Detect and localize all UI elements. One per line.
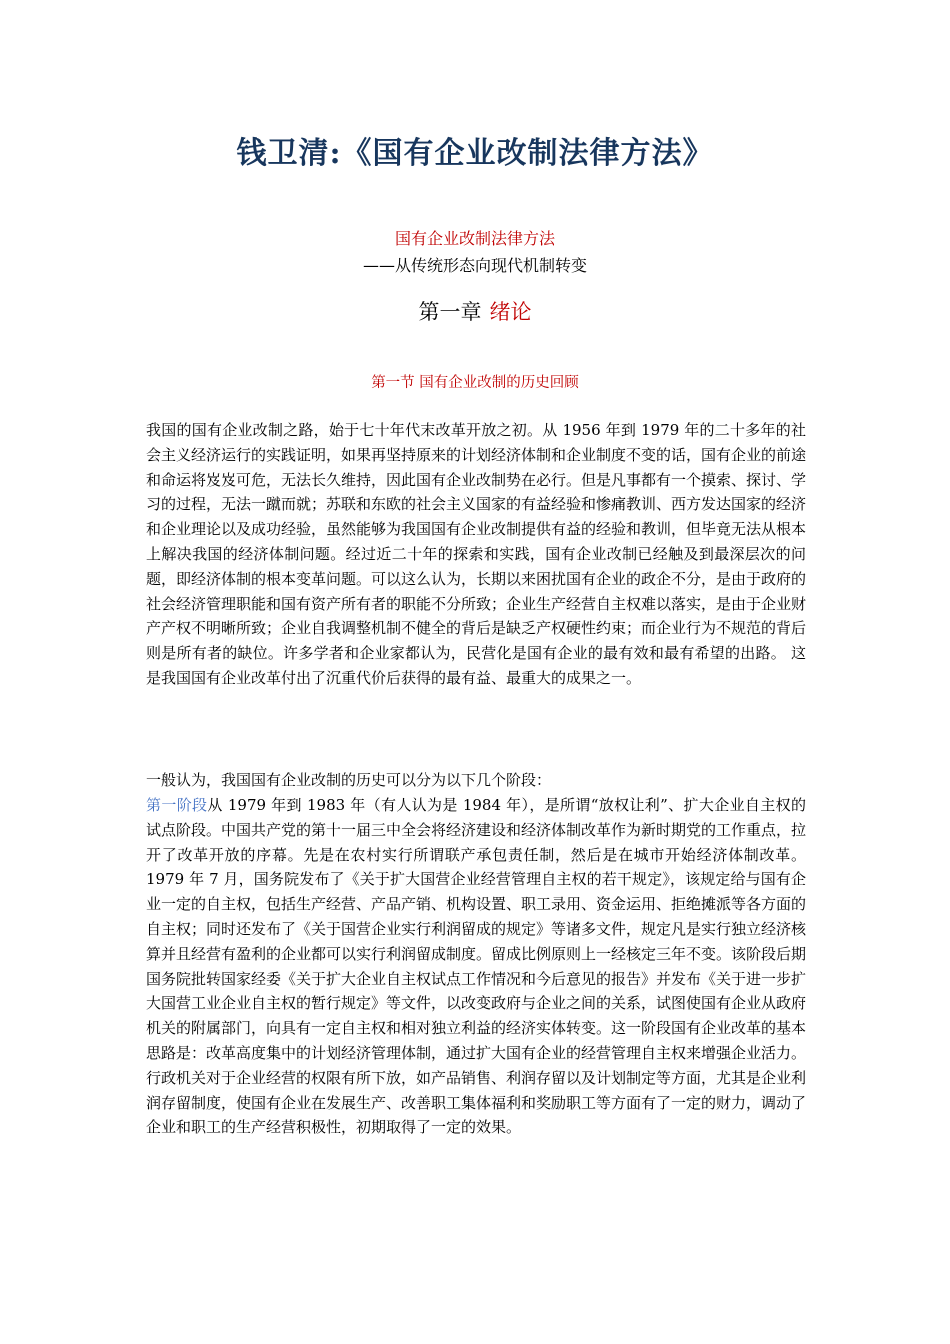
paragraph-intro: 我国的国有企业改制之路，始于七十年代末改革开放之初。从 1956 年到 1979 年的二十多年的社会主义经济运行的实践证明，如果再坚持原来的计划经济体制和企业制度不变的话，国有企业的前途和命运将岌岌可危，无法长久维持，因此国有企业改制势在必行。但是凡事都有一个摸索、探讨、学习的过程，无法一蹴而就；苏联和东欧的社会主义国家的有益经验和惨痛教训、西方发达国家的经济和企业理论以及成功经验，虽然能够为我国国有企业改制提供有益的经验和教训，但毕竟无法从根本上解决我国的经济体制问题。经过近二十年的探索和实践，国有企业改制已经触及到最深层次的问题，即经济体制的根本变革问题。可以这么认为，长期以来困扰国有企业的政企不分，是由于政府的社会经济管理职能和国有资产所有者的职能不分所致；企业生产经营自主权难以落实，是由于企业财产产权不明晰所致；企业自我调整机制不健全的背后是缺乏产权硬性约束；而企业行为不规范的背后则是所有者的缺位。许多学者和企业家都认为，民营化是国有企业的最有效和最有希望的出路。 这是我国国有企业改革付出了沉重代价后获得的最有益、最重大的成果之一。 [146, 421, 807, 687]
subtitle-main: 国有企业改制法律方法 [394, 229, 555, 248]
chapter-heading [0, 296, 950, 326]
paragraph-first-stage [146, 793, 806, 1140]
document-title: 钱卫清:《国有企业改制法律方法》 [236, 136, 714, 171]
subtitle-secondary: ——从传统形态向现代机制转变 [362, 256, 587, 275]
first-stage-text: 从 1979 年到 1983 年（有人认为是 1984 年），是所谓“放权让利”、扩大企业自主权的试点阶段。中国共产党的第十一届三中全会将经济建设和经济体制改革作为新时期党的工作重点，拉开了改革开放的序幕。先是在农村实行所谓联产承包责任制，然后是在城市开始经济体制改革。1979 年 7 月，国务院发布了《关于扩大国营企业经营管理自主权的若干规定》，该规定给与国有企业一定的自主权，包括生产经营、产品产销、机构设置、职工录用、资金运用、拒绝摊派等各方面的自主权；同时还发布了《关于国营企业实行利润留成的规定》等诸多文件，规定凡是实行独立经济核算并且经营有盈利的企业都可以实行利润留成制度。留成比例原则上一经核定三年不变。该阶段后期国务院批转国家经委《关于扩大企业自主权试点工作情况和今后意见的报告》并发布《关于进一步扩大国营工业企业自主权的暂行规定》等文件，以改变政府与企业之间的关系，试图使国有企业从政府机关的附属部门，向具有一定自主权和相对独立利益的经济实体转变。这一阶段国有企业改革的基本思路是：改革高度集中的计划经济管理体制，通过扩大国有企业的经营管理自主权来增强企业活力。行政机关对于企业经营的权限有所下放，如产品销售、利润存留以及计划制定等方面，尤其是企业利润存留制度，使国有企业在发展生产、改善职工集体福利和奖励职工等方面有了一定的财力，调动了企业和职工的生产经营积极性，初期取得了一定的效果。 [146, 796, 807, 1137]
chapter-name: 绪论 [489, 300, 532, 324]
first-stage-label: 第一阶段 [146, 796, 208, 814]
section-heading: 第一节 国有企业改制的历史回顾 [371, 375, 579, 391]
chapter-number: 第一章 [418, 300, 482, 324]
paragraph-stages-intro: 一般认为，我国国有企业改制的历史可以分为以下几个阶段： [146, 771, 552, 789]
